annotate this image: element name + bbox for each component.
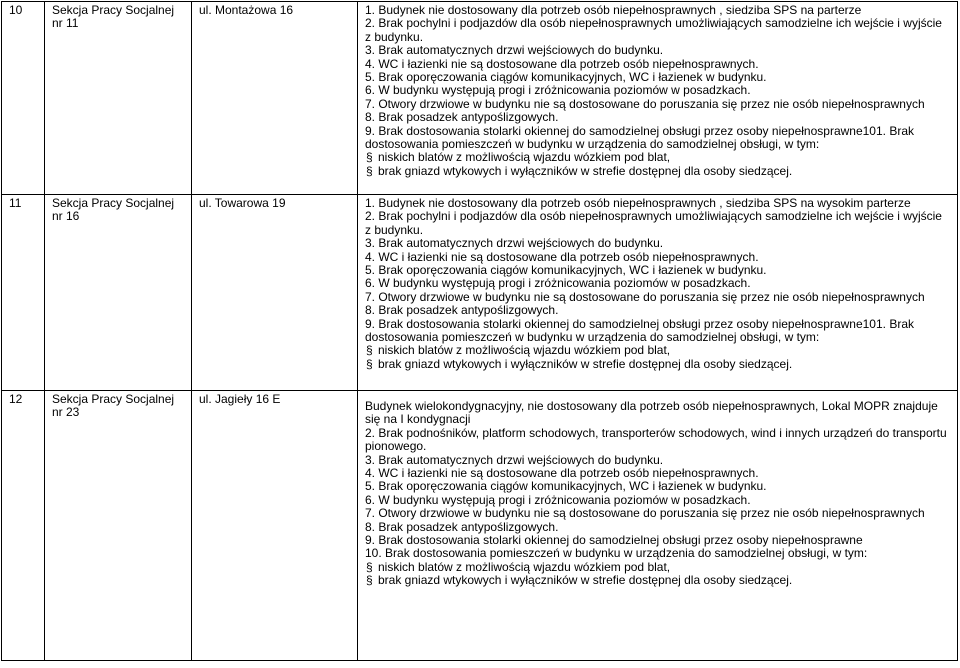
bullet-item: § brak gniazd wtykowych i wyłączników w strefie dostępnej dla osoby siedzącej.	[365, 358, 951, 371]
description-line: 10. Brak dostosowania pomieszczeń w budynku w urządzenia do samodzielnej obsługi, w tym:	[365, 546, 868, 561]
description-line: 7. Otwory drzwiowe w budynku nie są dostosowane do poruszania się przez nie osób niepełnosprawnych	[365, 506, 925, 521]
description-line: 8. Brak posadzek antypoślizgowych.	[365, 519, 559, 534]
description-line: 9. Brak dostosowania stolarki okiennej do samodzielnej obsługi przez osoby niepełnosprawne	[365, 533, 863, 548]
description-line: 3. Brak automatycznych drzwi wejściowych do budynku.	[365, 452, 664, 467]
bullet-item: § brak gniazd wtykowych i wyłączników w strefie dostępnej dla osoby siedzącej.	[365, 165, 951, 178]
description-line: 4. WC i łazienki nie są dostosowane dla potrzeb osób niepełnosprawnych.	[365, 249, 759, 264]
unit-name: Sekcja Pracy Socjalnej nr 16	[45, 195, 192, 391]
table-row	[2, 391, 958, 661]
description-cell	[358, 195, 958, 391]
description-line: 2. Brak pochylni i podjazdów dla osób niepełnosprawnych umożliwiających samodzielne ich wejście i wyjście z budynku.	[365, 16, 942, 44]
bullet-item: § niskich blatów z możliwością wjazdu wózkiem pod blat,	[365, 344, 951, 357]
row-number: 11	[2, 195, 45, 391]
description-line: 3. Brak automatycznych drzwi wejściowych do budynku.	[365, 43, 664, 58]
description-line: 1. Budynek nie dostosowany dla potrzeb osób niepełnosprawnych , siedziba SPS na wysokim parterze	[365, 196, 911, 210]
description-line: 2. Brak pochylni i podjazdów dla osób niepełnosprawnych umożliwiających samodzielne ich wejście i wyjście z budynku.	[365, 209, 942, 237]
description-line: 4. WC i łazienki nie są dostosowane dla potrzeb osób niepełnosprawnych.	[365, 466, 759, 481]
bullet-item: § niskich blatów z możliwością wjazdu wózkiem pod blat,	[365, 561, 951, 574]
description-line: 3. Brak automatycznych drzwi wejściowych do budynku.	[365, 236, 664, 251]
row-number: 12	[2, 391, 45, 661]
description-line: 4. WC i łazienki nie są dostosowane dla potrzeb osób niepełnosprawnych.	[365, 56, 759, 71]
description-line: 8. Brak posadzek antypoślizgowych.	[365, 110, 559, 125]
description-line: 5. Brak oporęczowania ciągów komunikacyjnych, WC i łazienek w budynku.	[365, 70, 767, 85]
description-line: 8. Brak posadzek antypoślizgowych.	[365, 303, 559, 318]
description-line: Budynek wielokondygnacyjny, nie dostosowany dla potrzeb osób niepełnosprawnych, Lokal MOPR znajduje się na I kondygnacji	[365, 399, 938, 427]
description-line: 6. W budynku występują progi i zróżnicowania poziomów w posadzkach.	[365, 83, 751, 98]
address: ul. Jagieły 16 E	[192, 391, 358, 661]
table-row	[2, 2, 958, 195]
description-line: 7. Otwory drzwiowe w budynku nie są dostosowane do poruszania się przez nie osób niepełnosprawnych	[365, 289, 925, 304]
bullet-item: § brak gniazd wtykowych i wyłączników w strefie dostępnej dla osoby siedzącej.	[365, 574, 951, 587]
description-cell	[358, 391, 958, 661]
address: ul. Montażowa 16	[192, 2, 358, 195]
accessibility-table	[1, 1, 958, 661]
bullet-item: § niskich blatów z możliwością wjazdu wózkiem pod blat,	[365, 151, 951, 164]
description-cell	[358, 2, 958, 195]
address: ul. Towarowa 19	[192, 195, 358, 391]
description-line: 5. Brak oporęczowania ciągów komunikacyjnych, WC i łazienek w budynku.	[365, 479, 767, 494]
unit-name: Sekcja Pracy Socjalnej nr 11	[45, 2, 192, 195]
description-line: 1. Budynek nie dostosowany dla potrzeb osób niepełnosprawnych , siedziba SPS na parterze	[365, 3, 862, 17]
description-line: 2. Brak podnośników, platform schodowych, transporterów schodowych, wind i innych urządzeń do transportu pionowego.	[365, 425, 947, 454]
description-line: 6. W budynku występują progi i zróżnicowania poziomów w posadzkach.	[365, 492, 751, 507]
description-line: 9. Brak dostosowania stolarki okiennej do samodzielnej obsługi przez osoby niepełnosprawne101. Brak dostosowania pomieszczeń w budynku w urządzenia do samodzielnej obsługi, w tym:	[365, 316, 914, 345]
description-line: 5. Brak oporęczowania ciągów komunikacyjnych, WC i łazienek w budynku.	[365, 263, 767, 278]
description-line: 7. Otwory drzwiowe w budynku nie są dostosowane do poruszania się przez nie osób niepełnosprawnych	[365, 96, 925, 111]
row-number: 10	[2, 2, 45, 195]
description-line: 9. Brak dostosowania stolarki okiennej do samodzielnej obsługi przez osoby niepełnosprawne101. Brak dostosowania pomieszczeń w budynku w urządzenia do samodzielnej obsługi, w tym:	[365, 123, 914, 152]
unit-name: Sekcja Pracy Socjalnej nr 23	[45, 391, 192, 661]
description-line: 6. W budynku występują progi i zróżnicowania poziomów w posadzkach.	[365, 276, 751, 291]
table-row	[2, 195, 958, 391]
